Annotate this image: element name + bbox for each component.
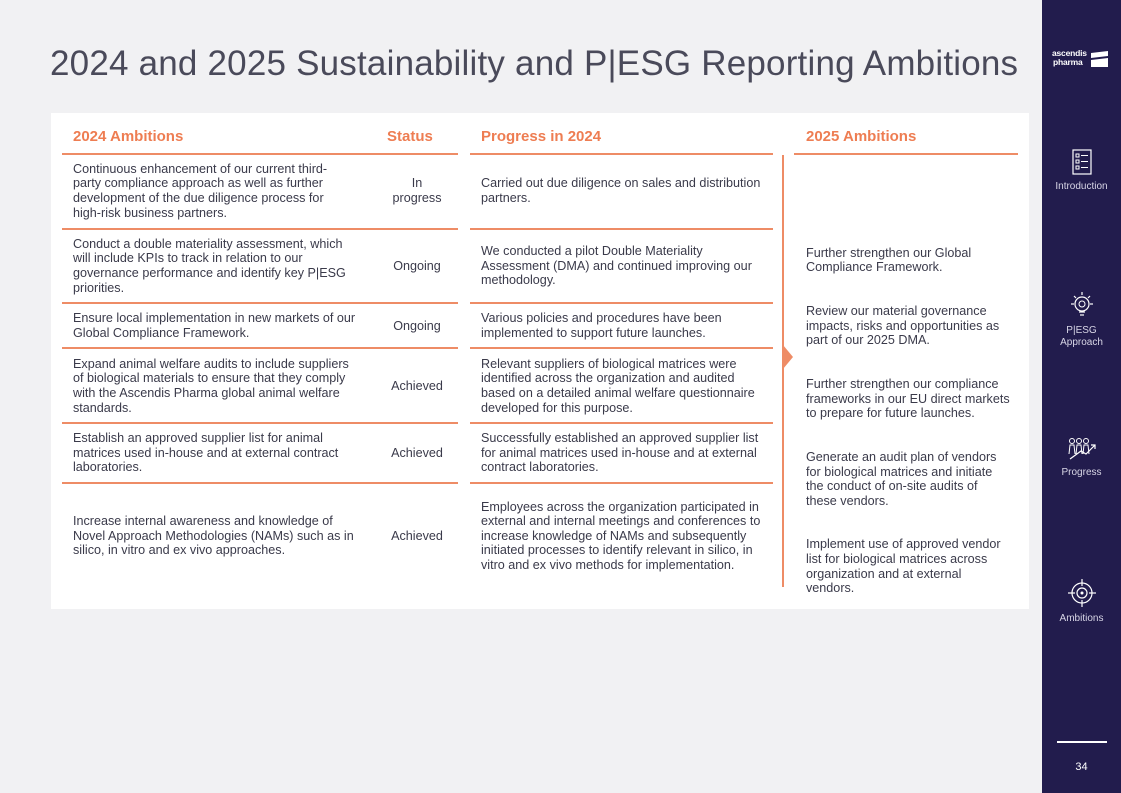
document-list-icon (1072, 149, 1092, 175)
row-2-ambition: Conduct a double materiality assessment, which will include KPIs to track in relation to our governance performance and identify key P|ESG priorities. (73, 236, 346, 295)
sidebar-item-introduction[interactable] (1042, 149, 1121, 193)
row-3-progress: Various policies and procedures have been implemented to support future launches. (481, 311, 722, 340)
sidebar-item-pesg-approach[interactable] (1042, 291, 1121, 349)
row-4-progress: Relevant suppliers of biological matrices were identified across the organization and audited based on a detailed animal welfare questionnaire developed for this purpose. (481, 356, 755, 415)
sidebar-item-label: P|ESG Approach (1060, 325, 1103, 348)
ambition-2025-item: Further strengthen our compliance frameworks in our EU direct markets to prepare for future launches. (806, 376, 1010, 421)
arrow-right-icon (783, 345, 793, 369)
row-5-progress: Successfully established an approved supplier list for animal matrices used in-house and at external contract laboratories. (481, 431, 759, 475)
ambitions-2025-list (806, 231, 1011, 610)
header-status: Status (387, 128, 433, 145)
row-rule (62, 422, 458, 424)
ambition-2025-item: Review our material governance impacts, risks and opportunities as part of our 2025 DMA. (806, 303, 1000, 348)
ambition-2025-item: Further strengthen our Global Compliance Framework. (806, 245, 972, 275)
row-5-status: Achieved (391, 445, 443, 460)
people-growth-icon (1067, 437, 1097, 461)
page-title: 2024 and 2025 Sustainability and P|ESG Reporting Ambitions (50, 44, 1019, 83)
logo-line-1: ascendis (1052, 48, 1087, 58)
row-4-ambition: Expand animal welfare audits to include suppliers of biological materials to ensure that they comply with the Ascendis Pharma global animal welfare standards. (73, 356, 349, 415)
header-2024-ambitions: 2024 Ambitions (73, 128, 184, 145)
header-2025-ambitions: 2025 Ambitions (806, 128, 917, 145)
row-5-ambition: Establish an approved supplier list for animal matrices used in-house and at external contract laboratories. (73, 431, 339, 475)
row-2-progress: We conducted a pilot Double Materiality Assessment (DMA) and continued improving our methodology. (481, 244, 752, 288)
company-logo (1052, 49, 1110, 69)
logo-line-2: pharma (1053, 56, 1083, 67)
row-2-status: Ongoing (393, 258, 441, 273)
row-1-status: In progress (392, 176, 442, 205)
target-icon (1068, 579, 1096, 607)
lightbulb-gear-icon (1068, 291, 1096, 319)
row-1-progress: Carried out due diligence on sales and distribution partners. (481, 176, 761, 205)
sidebar-item-label: Ambitions (1059, 613, 1104, 624)
row-rule (470, 422, 773, 424)
row-rule (470, 228, 773, 230)
sidebar-item-progress[interactable] (1042, 437, 1121, 479)
row-rule (470, 302, 773, 304)
header-rule-progress (470, 153, 773, 155)
row-rule (470, 482, 773, 484)
logo-mark-icon (1090, 50, 1109, 68)
page-number-rule (1057, 741, 1107, 743)
ambition-2025-item: Generate an audit plan of vendors for biological matrices and initiate the conduct of on-site audits of these vendors. (806, 449, 997, 508)
header-rule-2025 (794, 153, 1018, 155)
row-6-progress: Employees across the organization participated in external and internal meetings and conferences to increase knowledge of NAMs and subsequently initiated processes to identify relevant in silico, in vitro and ex vivo methods for implementation. (481, 499, 761, 572)
row-1-ambition: Continuous enhancement of our current third-party compliance approach as well as further development of the due diligence process for high-risk business partners. (73, 161, 328, 220)
row-4-status: Achieved (391, 378, 443, 393)
row-rule (62, 482, 458, 484)
row-rule (470, 347, 773, 349)
sidebar-nav (1042, 0, 1121, 793)
ambition-2025-item: Implement use of approved vendor list for biological matrices across organization and at external vendors. (806, 537, 1001, 596)
row-3-ambition: Ensure local implementation in new markets of our Global Compliance Framework. (73, 311, 356, 340)
header-rule-left (62, 153, 458, 155)
sidebar-item-label: Introduction (1055, 181, 1108, 192)
page-number: 34 (1075, 761, 1088, 773)
sidebar-item-ambitions[interactable] (1042, 579, 1121, 625)
row-rule (62, 347, 458, 349)
row-6-ambition: Increase internal awareness and knowledge of Novel Approach Methodologies (NAMs) such as in silico, in vitro and ex vivo approaches. (73, 514, 354, 558)
header-progress-2024: Progress in 2024 (481, 128, 602, 145)
row-rule (62, 228, 458, 230)
sidebar-item-label: Progress (1061, 467, 1102, 478)
column-divider (782, 155, 784, 587)
ambitions-table (51, 113, 1029, 609)
row-rule (62, 302, 458, 304)
row-6-status: Achieved (391, 528, 443, 543)
row-3-status: Ongoing (393, 318, 441, 333)
